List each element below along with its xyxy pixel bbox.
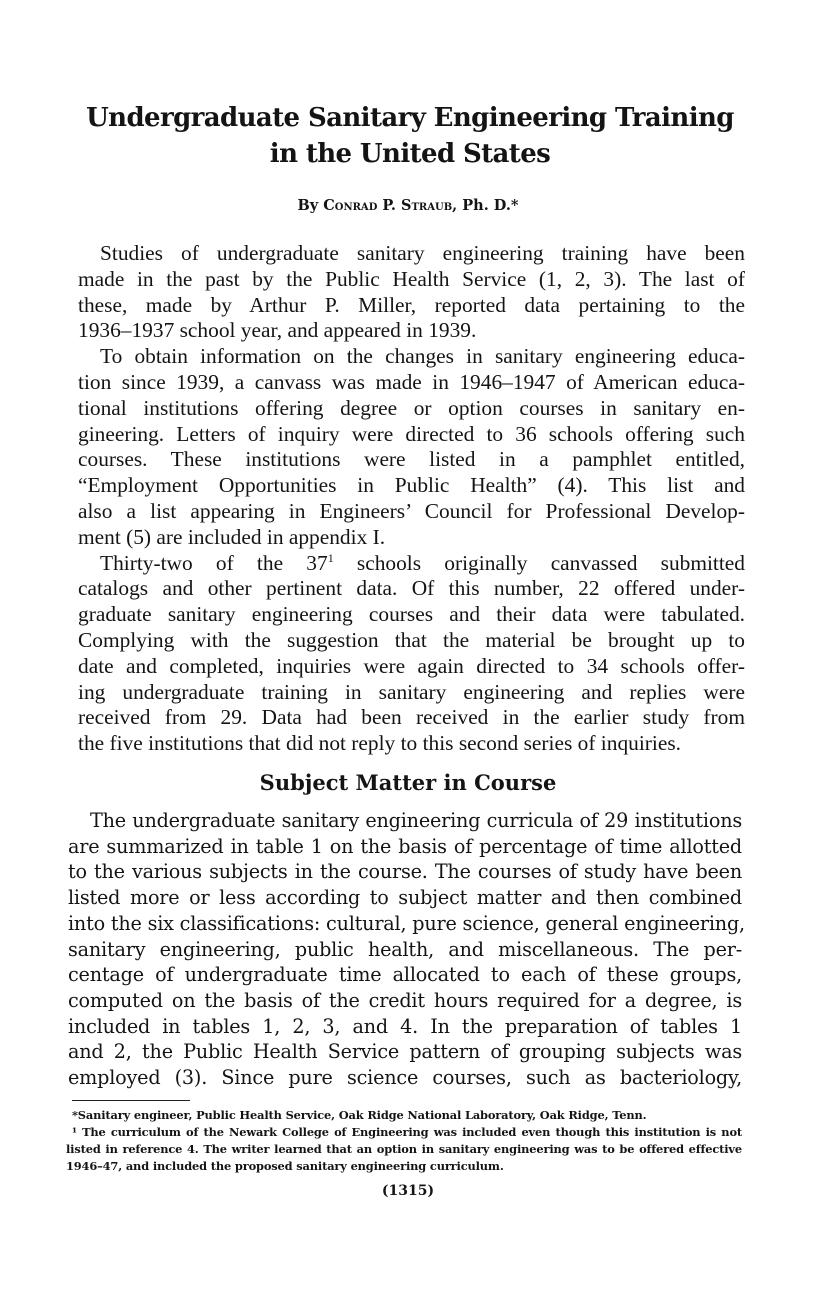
subject-paragraph [68, 808, 745, 1091]
text-line: ing undergraduate training in sanitary engineering and replies were [78, 679, 745, 704]
text-line: 1936–1937 school year, and appeared in 1939. [78, 318, 477, 343]
article-title [60, 100, 760, 172]
text-line: to the various subjects in the course. The courses of study have been [68, 860, 742, 884]
text-line: centage of undergraduate time allocated to each of these groups, [68, 963, 742, 987]
text-line: The undergraduate sanitary engineering curricula of 29 institutions [90, 809, 742, 832]
text-line: these, made by Arthur P. Miller, reported data pertaining to the [78, 292, 745, 317]
subject-section [68, 808, 745, 1091]
page-number: (1315) [381, 1183, 435, 1199]
footnote-1-line: 1946–47, and included the proposed sanitary engineering curriculum. [66, 1159, 504, 1173]
text-line: also a list appearing in Engineers’ Council for Professional Develop- [78, 498, 745, 523]
text-line: To obtain information on the changes in sanitary engineering educa- [100, 344, 745, 369]
text-line: graduate sanitary engineering courses and their data were tabulated. [78, 602, 745, 627]
title-line-2: in the United States [269, 139, 551, 169]
text-line [78, 551, 745, 577]
text-line: Complying with the suggestion that the material be brought up to [78, 627, 745, 652]
text-line: the five institutions that did not reply to this second series of inquiries. [78, 731, 682, 756]
text-line: courses. These institutions were listed in a pamphlet entitled, [78, 447, 745, 472]
byline-suffix: , Ph. D.* [452, 197, 519, 214]
text-line: date and completed, inquiries were again directed to 34 schools offer- [78, 653, 745, 678]
intro-paragraph-3 [78, 551, 745, 757]
text-fragment: Thirty-two of the 37 [100, 550, 328, 575]
text-line: received from 29. Data had been received in the earlier study from [78, 705, 745, 730]
text-line: are summarized in table 1 on the basis of percentage of time allotted [68, 834, 742, 858]
text-fragment: schools originally canvassed submitted [333, 550, 745, 575]
section-heading: Subject Matter in Course [259, 770, 557, 795]
text-line: Studies of undergraduate sanitary engineering training have been [100, 241, 745, 265]
text-line: included in tables 1, 2, 3, and 4. In the preparation of tables 1 [68, 1014, 742, 1038]
footnote-author: *Sanitary engineer, Public Health Service, Oak Ridge National Laboratory, Oak Ridge, Tenn. [72, 1108, 647, 1122]
intro-paragraph-2 [78, 344, 745, 550]
footnote-rule [72, 1100, 190, 1101]
text-line: listed more or less according to subject matter and then combined [68, 886, 742, 910]
intro-section [78, 241, 745, 757]
footnote-1-line: ¹ The curriculum of the Newark College of Engineering was included even though this institution is not [72, 1125, 742, 1139]
text-line: “Employment Opportunities in Public Health” (4). This list and [78, 473, 745, 498]
text-line: employed (3). Since pure science courses, such as bacteriology, [68, 1066, 742, 1090]
footnotes [66, 1107, 742, 1175]
text-line: gineering. Letters of inquiry were directed to 36 schools offering such [78, 421, 745, 446]
footnote-1-line: listed in reference 4. The writer learned that an option in sanitary engineering was to be offered effective [66, 1142, 742, 1156]
text-line: catalogs and other pertinent data. Of this number, 22 offered under- [78, 576, 745, 601]
text-line: tion since 1939, a canvass was made in 1946–1947 of American educa- [78, 369, 745, 394]
text-line: and 2, the Public Health Service pattern of grouping subjects was [68, 1040, 742, 1064]
byline [0, 197, 816, 214]
footnote-ref-1: 1 [327, 550, 334, 565]
text-line: tional institutions offering degree or option courses in sanitary en- [78, 395, 745, 420]
text-line: sanitary engineering, public health, and miscellaneous. The per- [68, 937, 742, 961]
text-line: ment (5) are included in appendix I. [78, 524, 386, 549]
intro-paragraph-1 [78, 241, 745, 344]
byline-prefix: By [297, 197, 324, 214]
title-line-1: Undergraduate Sanitary Engineering Training [86, 103, 734, 133]
text-line: computed on the basis of the credit hours required for a degree, is [68, 988, 742, 1012]
text-line: into the six classifications: cultural, pure science, general engineering, [68, 911, 745, 935]
author-name: Conrad P. Straub [323, 197, 453, 214]
text-line: made in the past by the Public Health Service (1, 2, 3). The last of [78, 266, 745, 291]
